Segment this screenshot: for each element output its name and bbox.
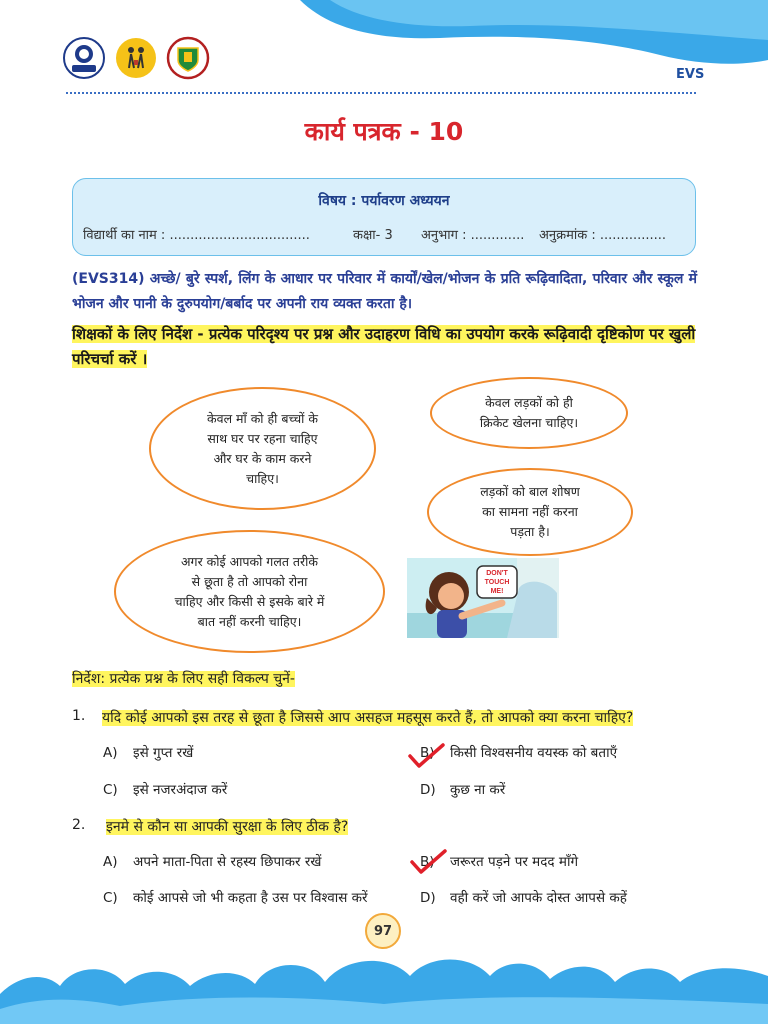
option-label: A) (103, 854, 118, 870)
education-logo-icon (114, 36, 158, 80)
q1-option-a[interactable] (103, 743, 193, 761)
option-label: D) (420, 890, 436, 906)
question-2-number: 2. (72, 817, 86, 833)
page-number: 97 (365, 913, 401, 949)
emblem-logo-icon (166, 36, 210, 80)
mcq-instruction (72, 669, 295, 688)
bubble-line: क्रिकेट खेलना चाहिए। (479, 415, 579, 430)
bubble-line: साथ घर पर रहना चाहिए (207, 430, 318, 446)
section-field: अनुभाग : ............. (421, 228, 525, 243)
learning-objective: (EVS314) अच्छे/ बुरे स्पर्श, लिंग के आधार पर परिवार में कार्यों/खेल/भोजन के प्रति रूढ़िवादिता, परिवार और स्कूल में भोजन और पानी के दुरुपयोग/बर्बाद पर अपनी राय व्यक्त करता है। (72, 271, 697, 312)
question-2-text (106, 817, 348, 836)
bubble-line: और घर के काम करने (213, 450, 312, 466)
option-text: किसी विश्वसनीय वयस्क को बताएँ (450, 745, 618, 761)
header-logos (62, 36, 210, 80)
scert-logo-icon (62, 36, 106, 80)
sign-text-line: TOUCH (484, 579, 510, 586)
teacher-instruction-text: शिक्षकों के लिए निर्देश - प्रत्येक परिदृश्य पर प्रश्न और उदाहरण विधि का उपयोग करके रूढ़िवादी दृष्टिकोण पर खुली परिचर्चा करें । (72, 325, 696, 368)
option-text: अपने माता-पिता से रहस्य छिपाकर रखें (133, 854, 322, 870)
bubble-line: केवल लड़कों को ही (485, 395, 573, 410)
subject-tag: EVS (676, 67, 705, 82)
statement-bubble-1 (149, 387, 376, 510)
mcq-instruction-text: निर्देश: प्रत्येक प्रश्न के लिए सही विकल्प चुनें- (72, 671, 295, 687)
q2-checkmark-icon (408, 848, 448, 876)
option-label: C) (103, 890, 118, 906)
class-field: कक्षा- 3 (353, 228, 393, 243)
q2-option-d[interactable] (420, 888, 627, 906)
sign-text-line: DON'T (486, 570, 508, 577)
dont-touch-illustration (407, 558, 559, 638)
option-label: B) (420, 854, 435, 870)
statement-bubble-3 (427, 468, 633, 556)
bubble-line: बात नहीं करनी चाहिए। (197, 613, 302, 629)
teacher-instruction (72, 322, 697, 372)
option-text: कोई आपसे जो भी कहता है उस पर विश्वास करें (133, 890, 368, 906)
student-name-field: विद्यार्थी का नाम : .................................. (83, 228, 310, 243)
q1-option-d[interactable] (420, 780, 505, 798)
option-text: इसे गुप्त रखें (133, 745, 194, 761)
option-label: B) (420, 745, 435, 761)
question-2-text-highlight: इनमे से कौन सा आपकी सुरक्षा के लिए ठीक है? (106, 819, 349, 835)
option-text: वही करें जो आपके दोस्त आपसे कहें (450, 890, 627, 906)
header-divider (66, 92, 696, 94)
bubble-line: अगर कोई आपको गलत तरीके (181, 553, 318, 569)
bubble-line: चाहिए और किसी से इसके बारे में (174, 593, 325, 609)
option-label: D) (420, 782, 436, 798)
option-text: इसे नजरअंदाज करें (133, 782, 228, 798)
bubble-line: से छूता है तो आपको रोना (191, 573, 308, 589)
question-1-text (102, 708, 633, 727)
sign-text-line: ME! (490, 588, 504, 595)
q2-option-a[interactable] (103, 852, 321, 870)
statement-bubble-2 (430, 377, 628, 449)
bubble-line: चाहिए। (246, 470, 279, 486)
question-1-number: 1. (72, 708, 86, 724)
bubble-line: लड़कों को बाल शोषण (480, 484, 580, 499)
option-label: C) (103, 782, 118, 798)
subject-line: विषय : पर्यावरण अध्ययन (318, 193, 450, 209)
q1-option-c[interactable] (103, 780, 227, 798)
bubble-line: का सामना नहीं करना (482, 504, 578, 519)
q1-checkmark-icon (406, 742, 446, 770)
statement-bubble-4 (114, 530, 385, 653)
bubble-line: केवल माँ को ही बच्चों के (207, 410, 318, 426)
option-label: A) (103, 745, 118, 761)
worksheet-title: कार्य पत्रक - 10 (304, 117, 464, 146)
bubble-line: पड़ता है। (510, 524, 550, 539)
option-text: जरूरत पड़ने पर मदद माँगे (450, 854, 579, 870)
q2-option-c[interactable] (103, 888, 368, 906)
roll-number-field: अनुक्रमांक : ................ (539, 228, 667, 243)
student-info-box (72, 178, 696, 256)
q1-option-b[interactable] (420, 743, 617, 761)
option-text: कुछ ना करें (450, 782, 506, 798)
question-1-text-highlight: यदि कोई आपको इस तरह से छूता है जिससे आप असहज महसूस करते हैं, तो आपको क्या करना चाहिए? (102, 710, 634, 726)
